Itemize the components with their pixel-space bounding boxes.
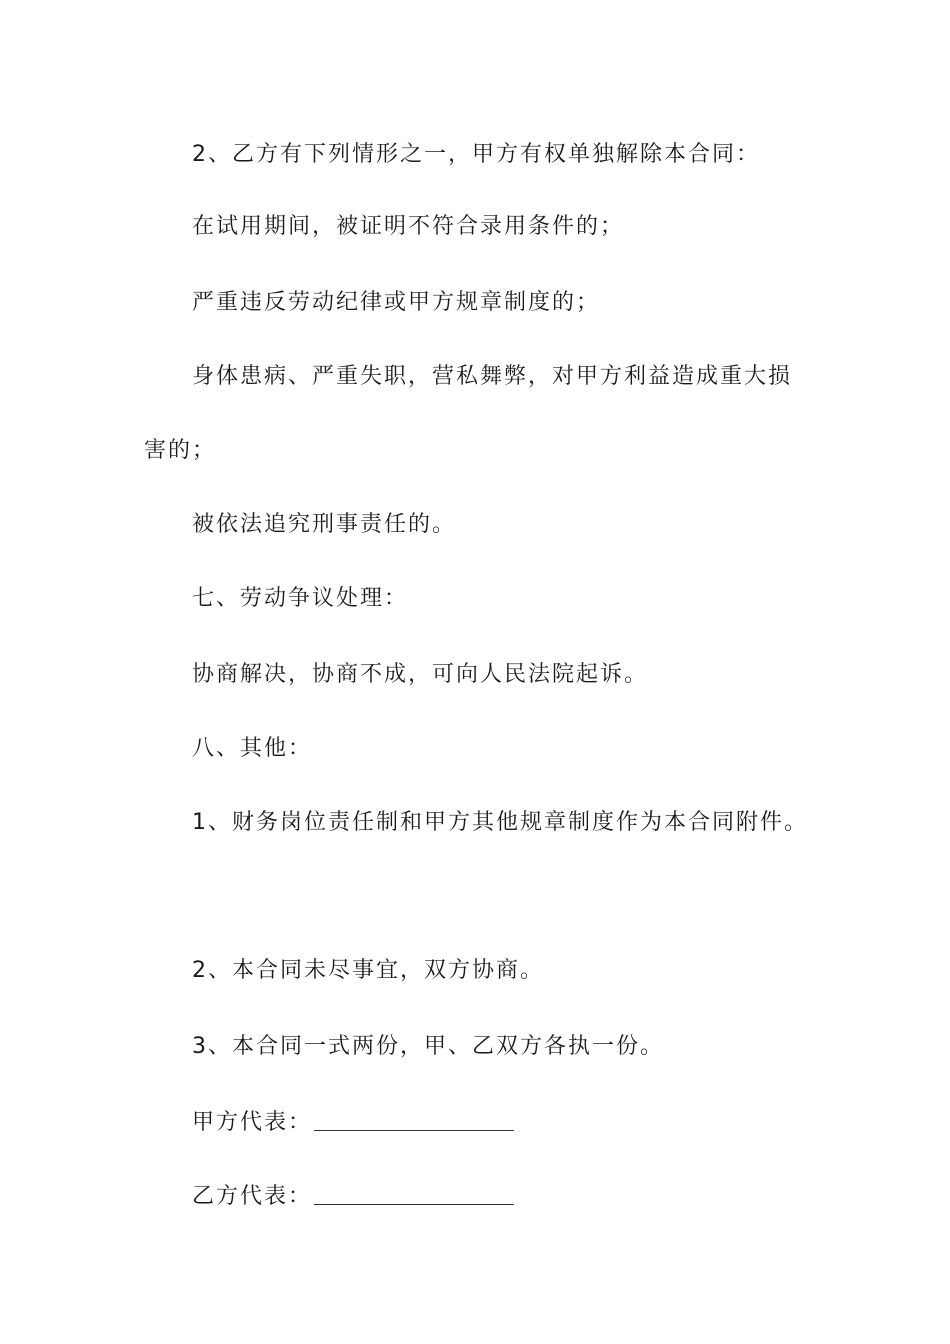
party-b-signature-line bbox=[192, 1182, 514, 1212]
clause-criminal-liability: 被依法追究刑事责任的。 bbox=[192, 512, 457, 537]
clause-termination-intro: 2、乙方有下列情形之一，甲方有权单独解除本合同： bbox=[192, 142, 760, 167]
party-a-label: 甲方代表： bbox=[192, 1110, 313, 1135]
section-labor-dispute-heading: 七、劳动争议处理： bbox=[192, 586, 409, 611]
party-a-signature-line bbox=[192, 1108, 514, 1138]
clause-attachments: 1、财务岗位责任制和甲方其他规章制度作为本合同附件。 bbox=[192, 810, 808, 835]
clause-copies: 3、本合同一式两份，甲、乙双方各执一份。 bbox=[192, 1034, 664, 1059]
clause-dispute-resolution: 协商解决，协商不成，可向人民法院起诉。 bbox=[192, 662, 649, 687]
clause-negligence-line2: 害的； bbox=[144, 438, 217, 463]
clause-negligence-line1: 身体患病、严重失职，营私舞弊，对甲方利益造成重大损 bbox=[192, 364, 793, 389]
clause-probation-condition: 在试用期间，被证明不符合录用条件的； bbox=[192, 214, 625, 239]
party-b-label: 乙方代表： bbox=[192, 1184, 313, 1209]
party-a-signature-blank[interactable] bbox=[314, 1108, 514, 1131]
clause-unresolved-matters: 2、本合同未尽事宜，双方协商。 bbox=[192, 958, 544, 983]
section-other-heading: 八、其他： bbox=[192, 736, 313, 761]
party-b-signature-blank[interactable] bbox=[314, 1182, 514, 1205]
clause-discipline-violation: 严重违反劳动纪律或甲方规章制度的； bbox=[192, 290, 601, 315]
